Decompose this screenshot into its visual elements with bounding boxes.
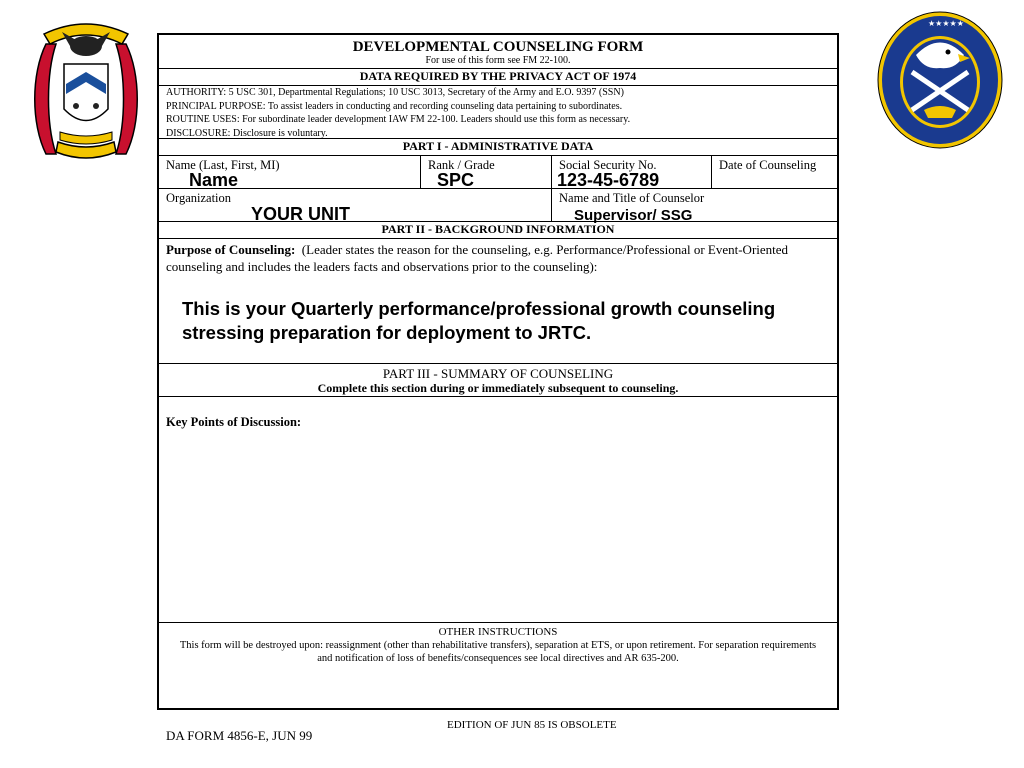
purpose-text: This is your Quarterly performance/professional growth counseling stressing preparation for deployment to JRTC.: [182, 298, 776, 343]
form-title: DEVELOPMENTAL COUNSELING FORM: [352, 39, 644, 55]
form-number: DA FORM 4856-E, JUN 99: [166, 728, 313, 743]
rank-cell[interactable]: [420, 156, 551, 188]
purpose-instructions-block: [159, 239, 837, 277]
privacy-principal-purpose: PRINCIPAL PURPOSE: To assist leaders in conducting and recording counseling data pertaining to subordinates.: [166, 100, 623, 112]
purpose-label: Purpose of Counseling:: [166, 242, 296, 257]
part1-row1: [159, 156, 837, 189]
part3-header: PART III - SUMMARY OF COUNSELING: [382, 366, 614, 381]
purpose-section[interactable]: [159, 239, 837, 364]
center-for-army-leadership-seal: [876, 10, 1004, 150]
part3-subheader: Complete this section during or immediately subsequent to counseling.: [317, 381, 679, 395]
rank-label: Rank / Grade: [428, 158, 495, 172]
privacy-disclosure: DISCLOSURE: Disclosure is voluntary.: [166, 127, 328, 139]
part1-row2: [159, 189, 837, 222]
counselor-value: Supervisor/ SSG: [574, 207, 693, 224]
counselor-label: Name and Title of Counselor: [559, 191, 705, 205]
privacy-routine-uses: ROUTINE USES: For subordinate leader development IAW FM 22-100. Leaders should use this form as necessary.: [166, 114, 631, 125]
form-subtitle: For use of this form see FM 22-100.: [425, 55, 571, 66]
cgsc-crest-logo: [26, 14, 146, 164]
ssn-cell[interactable]: [551, 156, 711, 188]
ssn-label: Social Security No.: [559, 158, 657, 172]
privacy-act-header: DATA REQUIRED BY THE PRIVACY ACT OF 1974: [159, 69, 837, 86]
svg-text:★★★★★: ★★★★★: [928, 19, 964, 28]
name-cell[interactable]: [159, 156, 420, 188]
counselor-cell[interactable]: [551, 189, 837, 224]
date-cell[interactable]: [711, 156, 837, 188]
other-instructions-section: [159, 623, 837, 708]
other-instructions-header: OTHER INSTRUCTIONS: [438, 626, 558, 638]
organization-label: Organization: [166, 191, 232, 205]
other-instructions-text: This form will be destroyed upon: reassignment (other than rehabilitative transfers), separation at ETS, or upon retirement. For separation requirements and notification of loss of benefits/consequences see local directives and AR 635-200.: [179, 640, 817, 664]
key-points-section[interactable]: [159, 397, 837, 623]
name-label: Name (Last, First, MI): [166, 158, 280, 172]
key-points-label: Key Points of Discussion:: [166, 415, 302, 429]
privacy-act-block: [159, 86, 837, 139]
counseling-form: [157, 33, 839, 710]
form-title-block: [159, 35, 837, 69]
edition-note: EDITION OF JUN 85 IS OBSOLETE: [447, 719, 617, 731]
rank-value: SPC: [437, 170, 475, 190]
part3-header-block: [159, 364, 837, 397]
part1-header: PART I - ADMINISTRATIVE DATA: [159, 139, 837, 156]
organization-value: YOUR UNIT: [251, 204, 350, 224]
date-label: Date of Counseling: [719, 158, 817, 172]
purpose-instructions: (Leader states the reason for the counseling, e.g. Performance/Professional or Event-Oriented counseling and includes the leaders facts and observations prior to the counseling):: [166, 242, 789, 274]
ssn-value: 123-45-6789: [557, 170, 660, 190]
name-value: Name: [189, 170, 239, 190]
privacy-authority: AUTHORITY: 5 USC 301, Departmental Regulations; 10 USC 3013, Secretary of the Army and E.O. 9397 (SSN): [166, 87, 624, 98]
organization-cell[interactable]: [159, 189, 551, 224]
part2-header: PART II - BACKGROUND INFORMATION: [159, 222, 837, 239]
